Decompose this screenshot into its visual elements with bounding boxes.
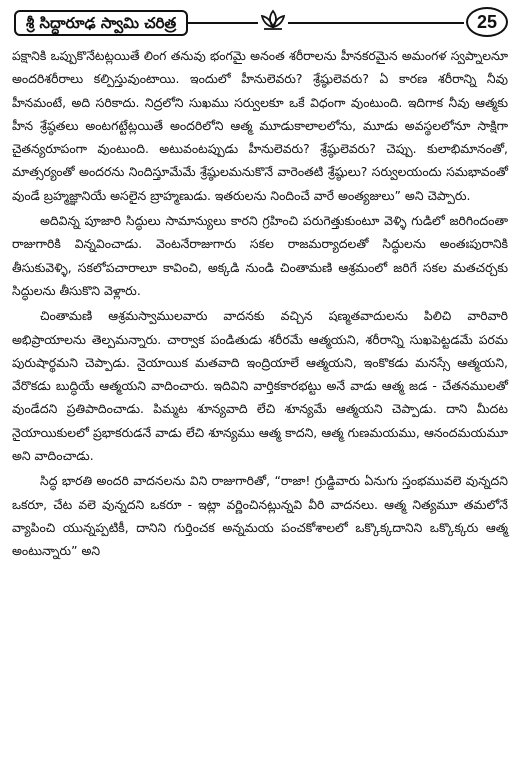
header-rule <box>180 22 464 24</box>
page-header <box>12 6 508 40</box>
lotus-emblem-icon <box>258 6 288 34</box>
paragraph-3: చింతామణి ఆశ్రమస్వాములవారు వాదనకు వచ్చిన షణ్మతవాదులను పిలిచి వారివారి అభిప్రాయాలను తెల్పమన్నారు. చార్వాక పండితుడు శరీరమే ఆత్మయని, శరీరాన్ని సుఖపెట్టడమే పరమ పురుషార్థమని చెప్పాడు. నైయాయిక మతవాది ఇంద్రియాలే ఆత్మయని, ఇంకొకడు మనస్సే ఆత్మయని, వేరొకడు బుద్ధియే ఆత్మయని వాదించారు. ఇదివిని వార్తికకారభట్టు అనే వాడు ఆత్మ జడ - చేతనములతో వుండేదని ప్రతిపాదించాడు. పిమ్మట శూన్యవాది లేచి శూన్యమే ఆత్మయని చెప్పాడు. దాని మీదట నైయాయికులలో ప్రభాకరుడనే వాడు లేచి శూన్యము ఆత్మ కాదని, ఆత్మ గుణమయము, ఆనందమయమూ అని వాదించాడు. <box>12 308 508 464</box>
paragraph-4: సిద్ధ భారతి అందరి వాదనలను విని రాజుగారితో, “రాజా! గ్రుడ్డివారు ఏనుగు స్తంభమువలె వున్నదని ఒకరూ, చేట వలె వున్నదని ఒకరూ - ఇట్లా వర్ణించినట్లున్నవి వీరి వాదనలు. ఆత్మ నిత్యమూ తమలోనే వ్యాపించి యున్నప్పటికీ, దానిని గుర్తించక అన్నమయ పంచకోశాలలో ఒక్కొక్కదానిని ఒక్కొక్కరు ఆత్మ అంటున్నారు” అని <box>12 473 508 559</box>
body-text <box>12 44 508 563</box>
running-title: శ్రీ సిద్ధారూఢ స్వామి చరిత్ర <box>14 10 188 36</box>
page-number: 25 <box>466 7 508 37</box>
paragraph-2: అదివిన్న పూజారి సిద్ధులు సామాన్యులు కారని గ్రహించి పరుగెత్తుకుంటూ వెళ్ళి గుడిలో జరిగిందంతా రాజుగారికి విన్నవించాడు. వెంటనేరాజుగారు సకల రాజమర్యాదలతో సిద్ధులను అంతఃపురానికి తీసుకువెళ్ళి, సకలోపచారాలూ కావించి, అక్కడి నుండి చింతామణి ఆశ్రమంలో జరిగే సకల మతచర్చకు సిద్ధులను తీసుకొని వెళ్లారు. <box>12 213 508 298</box>
paragraph-1: పక్షానికి ఒప్పుకొనేటట్లయితే లింగ తనువు భంగమై అనంత శరీరాలను హీనకరమైన అమంగళ స్వప్నాలనూ అందరిశరీరాలు కల్పిస్తువుంటాయి. ఇందులో హీనులెవరు? శ్రేష్ఠులెవరు? ఏ కారణ శరీరాన్ని నీవు హీనమంటే, అది సరికాదు. నిద్రలోని సుఖము సర్వులకూ ఒకే విధంగా వుంటుంది. ఇదిగాక నీవు ఆత్మకు హీన శ్రేష్ఠతలు అంటగట్టేట్లయితే అందరిలోని ఆత్మ మూడుకాలాలలోను, మూడు అవస్థలలోనూ సాక్షిగా చైతన్యరూపంగా వుంటుంది. అటువంటప్పుడు హీనులెవరు? శ్రేష్ఠులెవరు? చెప్పు. కులాభిమానంతో, మాత్సర్యంతో అందరను నిందిస్తూమేమే శ్రేష్ఠులమనుకొనే వారెంతటి శ్రేష్ఠులు? సర్వులయందు సమభావంతో వుండే బ్రహ్మజ్ఞానియే అసలైన బ్రాహ్మణుడు. ఇతరులను నిందించే వారే అంత్యజులు” అని చెప్పారు. <box>12 48 508 203</box>
lotus-emblem-icon-svg <box>259 8 287 32</box>
